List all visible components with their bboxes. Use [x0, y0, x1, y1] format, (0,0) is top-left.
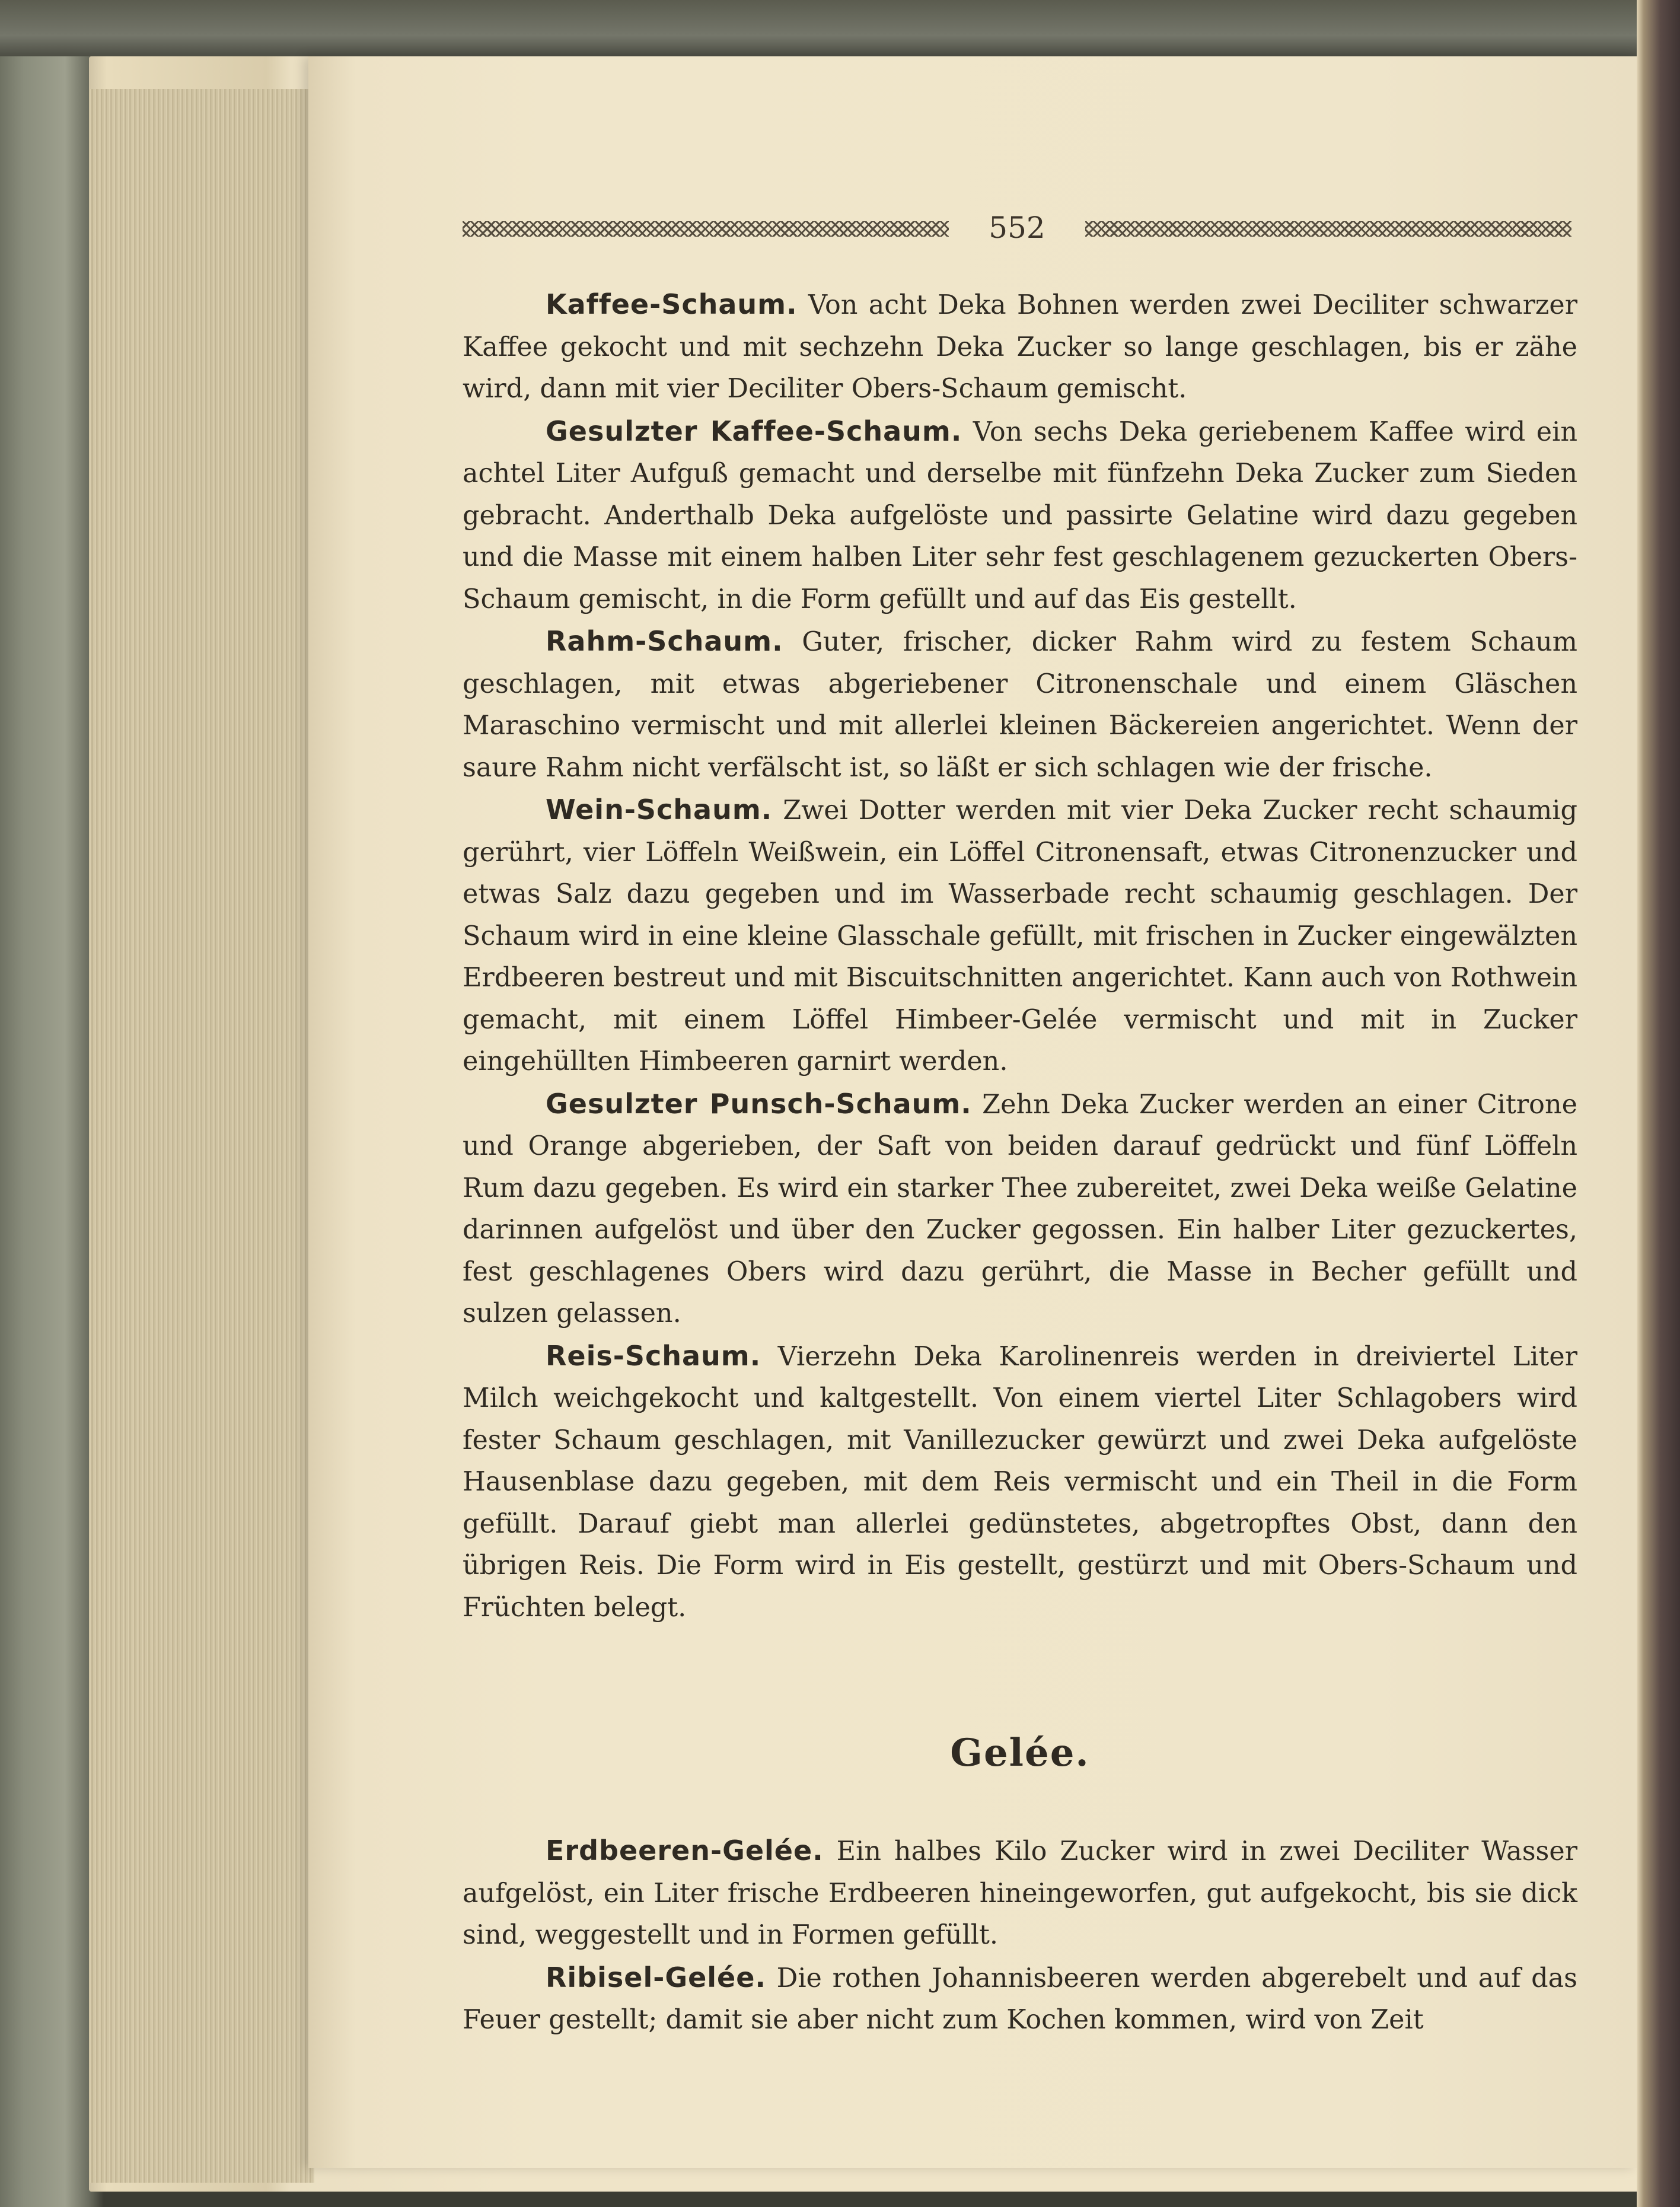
- recipe-title: Kaffee-Schaum.: [546, 288, 798, 320]
- recipe-paragraph: [463, 1335, 1577, 1629]
- recipe-body: Ein halbes Kilo Zucker wird in zwei Deciliter Wasser aufgelöst, ein Liter frische Erdbeeren hineingeworfen, gut aufgekocht, bis sie dick sind, weggestellt und in Formen gefüllt.: [463, 1836, 1577, 1950]
- recipe-body: Vierzehn Deka Karolinenreis werden in dreiviertel Liter Milch weichgekocht und kaltgestellt. Von einem viertel Liter Schlagobers wird fester Schaum geschlagen, mit Vanillezucker gewürzt und zwei Deka aufgelöste Hausenblase dazu gegeben, mit dem Reis vermischt und ein Theil in die Form gefüllt. Darauf giebt man allerlei gedünstetes, abgetropftes Obst, dann den übrigen Reis. Die Form wird in Eis gestellt, gestürzt und mit Obers-Schaum und Früchten belegt.: [463, 1341, 1577, 1623]
- recipe-title: Gesulzter Kaffee-Schaum.: [546, 415, 962, 447]
- recipe-title: Reis-Schaum.: [546, 1339, 761, 1372]
- recipe-body: Von acht Deka Bohnen werden zwei Deciliter schwarzer Kaffee gekocht und mit sechzehn Deka Zucker so lange geschlagen, bis er zähe wird, dann mit vier Deciliter Obers-Schaum gemischt.: [463, 290, 1577, 404]
- page-stack-edges: [89, 89, 314, 2183]
- running-head: [463, 211, 1571, 246]
- recipe-title: Erdbeeren-Gelée.: [546, 1835, 824, 1867]
- recipe-body: Zwei Dotter werden mit vier Deka Zucker recht schaumig gerührt, vier Löffeln Weißwein, ein Löffel Citronensaft, etwas Citronenzucker und etwas Salz dazu gegeben und im Wasserbade recht schaumig geschlagen. Der Schaum wird in eine kleine Glasschale gefüllt, mit frischen in Zucker eingewälzten Erdbeeren bestreut und mit Biscuitschnitten angerichtet. Kann auch von Rothwein gemacht, mit einem Löffel Himbeer-Gelée vermischt und mit in Zucker eingehüllten Himbeeren garnirt werden.: [463, 795, 1577, 1077]
- recipe-paragraph: [463, 284, 1577, 410]
- recipe-title: Gesulzter Punsch-Schaum.: [546, 1087, 972, 1120]
- recipe-paragraph: [463, 789, 1577, 1083]
- recipe-paragraph: [463, 1957, 1577, 2042]
- right-cover-edge: [1637, 0, 1680, 2207]
- recipe-body: Von sechs Deka geriebenem Kaffee wird ein achtel Liter Aufguß gemacht und derselbe mit fünfzehn Deka Zucker zum Sieden gebracht. Anderthalb Deka aufgelöste und passirte Gelatine wird dazu gegeben und die Masse mit einem halben Liter sehr fest geschlagenem gezuckerten Obers-Schaum gemischt, in die Form gefüllt und auf das Eis gestellt.: [463, 416, 1577, 614]
- ornament-right: [1085, 221, 1571, 237]
- page-number: 552: [989, 211, 1045, 245]
- recipe-body: Die rothen Johannisbeeren werden abgerebelt und auf das Feuer gestellt; damit sie aber nicht zum Kochen kommen, wird von Zeit: [463, 1963, 1577, 2035]
- section-heading: Gelée.: [950, 1731, 1090, 1775]
- recipe-paragraph: [463, 620, 1577, 789]
- recipe-title: Rahm-Schaum.: [546, 625, 783, 657]
- recipe-paragraph: [463, 1083, 1577, 1335]
- recipe-title: Wein-Schaum.: [546, 794, 773, 826]
- ornament-left: [463, 221, 949, 237]
- recipe-body: Zehn Deka Zucker werden an einer Citrone und Orange abgerieben, der Saft von beiden darauf gedrückt und fünf Löffeln Rum dazu gegeben. Es wird ein starker Thee zubereitet, zwei Deka weiße Gelatine darinnen aufgelöst und über den Zucker gegossen. Ein halber Liter gezuckertes, fest geschlagenes Obers wird dazu gerührt, die Masse in Becher gefüllt und sulzen gelassen.: [463, 1089, 1577, 1329]
- recipe-body: Guter, frischer, dicker Rahm wird zu festem Schaum geschlagen, mit etwas abgeriebener Citronenschale und einem Gläschen Maraschino vermischt und mit allerlei kleinen Bäckereien angerichtet. Wenn der saure Rahm nicht verfälscht ist, so läßt er sich schlagen wie der frische.: [463, 627, 1577, 783]
- scan-background-top: [0, 0, 1680, 56]
- recipe-paragraph: [463, 410, 1577, 621]
- recipe-title: Ribisel-Gelée.: [546, 1961, 766, 1993]
- gelee-text: [463, 1830, 1577, 2042]
- recipe-text: [463, 284, 1577, 1629]
- recipe-paragraph: [463, 1830, 1577, 1957]
